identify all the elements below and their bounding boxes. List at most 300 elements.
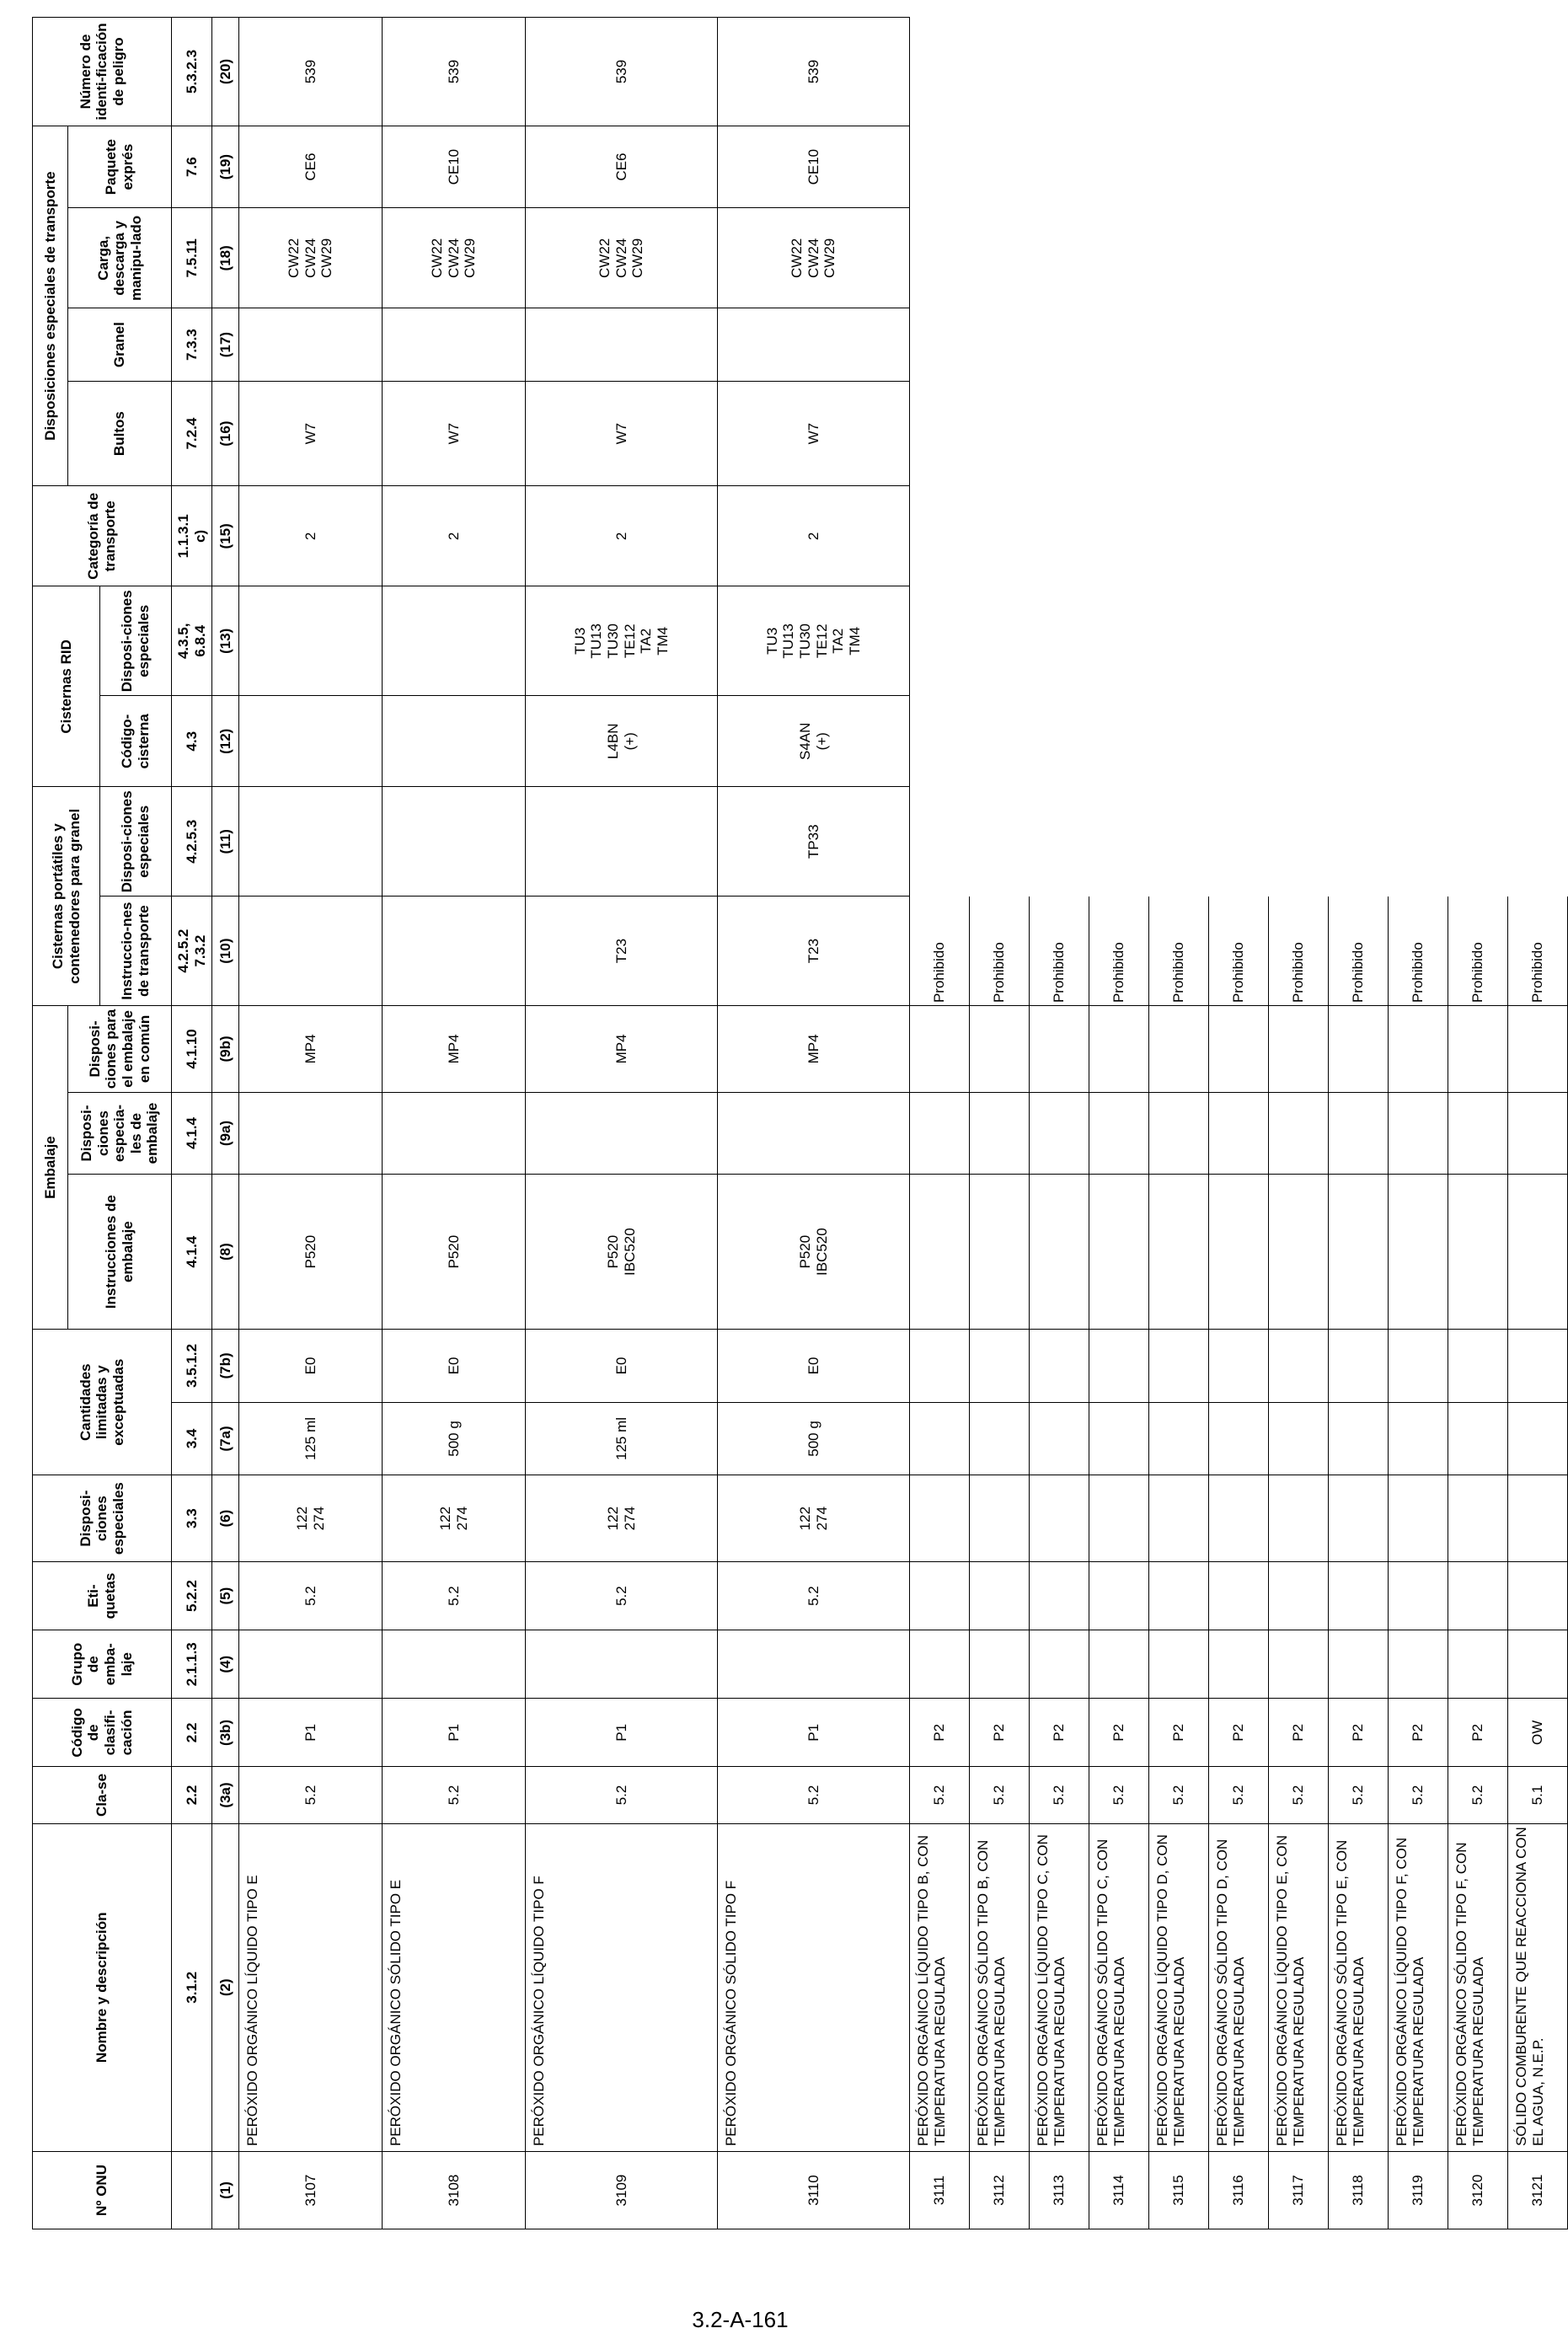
ref-cell-1: 3.1.2 [172,1823,212,2152]
cell-blank [1448,1330,1508,1403]
cell-empty [1030,381,1089,485]
cell-blank [1030,1562,1089,1630]
cell-un: 3113 [1030,2152,1089,2229]
cell-empty [1269,381,1329,485]
header-carga: Carga, descarga y manipu-lado [68,208,172,308]
header-disp-esp-emb: Disposi-ciones especia-les de embalaje [68,1092,172,1174]
cell-d9b: MP4 [526,1006,718,1093]
cell-codigo: P2 [1389,1699,1448,1767]
cell-granel [383,308,526,382]
cell-blank [1389,1175,1448,1330]
cell-t11 [526,787,718,897]
table-row [1389,18,1448,2229]
ref-cell-15: 4.3.5, 6.8.4 [172,586,212,696]
cell-t10 [383,897,526,1006]
cell-name: PERÓXIDO ORGÁNICO LÍQUIDO TIPO C, CON TEMPERATURA REGULADA [1030,1823,1089,2152]
cell-empty [1508,126,1568,207]
cell-blank [1269,1175,1329,1330]
cell-empty [1389,486,1448,586]
cell-blank [970,1175,1030,1330]
ref-cell-2: 2.2 [172,1767,212,1823]
ref-cell-8: 3.5.1.2 [172,1330,212,1403]
cell-empty [1508,486,1568,586]
cell-codigo: P2 [1149,1699,1209,1767]
cell-grupo [239,1630,383,1699]
cell-empty [1508,787,1568,897]
cell-empty [1269,486,1329,586]
cell-clase: 5.2 [239,1767,383,1823]
ref-cell-18: 7.3.3 [172,308,212,382]
reference-row [172,18,212,2229]
colnum-cell-8: (7b) [212,1330,239,1403]
cell-blank [1508,1092,1568,1174]
cell-granel [239,308,383,382]
cell-empty [1209,787,1269,897]
cell-prohibido: Prohibido [1269,897,1329,1006]
cell-clase: 5.2 [1269,1767,1329,1823]
cell-blank [1030,1330,1089,1403]
cell-clase: 5.2 [526,1767,718,1823]
ref-cell-19: 7.5.11 [172,208,212,308]
cell-blank [1089,1006,1149,1093]
header-codigo-cisterna: Código-cisterna [100,696,172,787]
cell-clase: 5.2 [1089,1767,1149,1823]
cell-blank [1089,1092,1149,1174]
colnum-cell-19: (18) [212,208,239,308]
cell-prohibido: Prohibido [1448,897,1508,1006]
cell-d9a [239,1092,383,1174]
ref-cell-14: 4.3 [172,696,212,787]
cell-etiq: 5.2 [383,1562,526,1630]
cell-disp: 122 274 [526,1475,718,1562]
ref-cell-3: 2.2 [172,1699,212,1767]
cell-blank [910,1006,970,1093]
column-number-row [212,18,239,2229]
cell-etiq: 5.2 [526,1562,718,1630]
cell-codigo: P2 [1448,1699,1508,1767]
cell-empty [1030,586,1089,696]
cell-grupo [383,1630,526,1699]
header-cantidades: Cantidades limitadas y exceptuadas [33,1330,172,1475]
cell-empty [1149,696,1209,787]
cell-blank [1329,1630,1389,1699]
cell-empty [1149,381,1209,485]
cell-blank [1329,1402,1389,1475]
cell-name: PERÓXIDO ORGÁNICO LÍQUIDO TIPO D, CON TEMPERATURA REGULADA [1149,1823,1209,2152]
cell-clase: 5.2 [383,1767,526,1823]
cell-c7b: E0 [383,1330,526,1403]
header-disp-esp-cist: Disposi-ciones especiales [100,787,172,897]
cell-blank [1508,1630,1568,1699]
table-row [1030,18,1089,2229]
cell-blank [1269,1006,1329,1093]
cell-blank [1508,1330,1568,1403]
cell-blank [1269,1562,1329,1630]
cell-empty [1448,381,1508,485]
colnum-cell-21: (20) [212,18,239,126]
header-un: Nº ONU [33,2152,172,2229]
cell-blank [1448,1092,1508,1174]
cell-un: 3117 [1269,2152,1329,2229]
cell-blank [1389,1006,1448,1093]
cell-empty [1508,208,1568,308]
cell-c7a: 125 ml [239,1402,383,1475]
cell-un: 3120 [1448,2152,1508,2229]
cell-t10 [239,897,383,1006]
cell-c7b: E0 [526,1330,718,1403]
ref-cell-12: 4.2.5.2 7.3.2 [172,897,212,1006]
cell-t13: TU3 TU13 TU30 TE12 TA2 TM4 [526,586,718,696]
cell-empty [1329,126,1389,207]
cell-t13: TU3 TU13 TU30 TE12 TA2 TM4 [718,586,910,696]
cell-un: 3110 [718,2152,910,2229]
cell-name: PERÓXIDO ORGÁNICO SÓLIDO TIPO B, CON TEMPERATURA REGULADA [970,1823,1030,2152]
cell-blank [1269,1330,1329,1403]
cell-empty [1329,486,1389,586]
cell-blank [1209,1402,1269,1475]
cell-cat: 2 [718,486,910,586]
cell-blank [1329,1175,1389,1330]
colnum-cell-18: (17) [212,308,239,382]
cell-empty [910,586,970,696]
cell-bultos: W7 [383,381,526,485]
cell-blank [970,1475,1030,1562]
cell-blank [1149,1092,1209,1174]
cell-blank [970,1562,1030,1630]
cell-empty [970,486,1030,586]
cell-un: 3114 [1089,2152,1149,2229]
cell-peligro: 539 [383,18,526,126]
cell-empty [1149,486,1209,586]
cell-blank [1089,1402,1149,1475]
cell-prohibido: Prohibido [1508,897,1568,1006]
cell-empty [1089,126,1149,207]
cell-c7a: 500 g [383,1402,526,1475]
header-disp-comun: Disposi-ciones para el embalaje en común [68,1006,172,1093]
cell-blank [1149,1475,1209,1562]
cell-blank [1089,1330,1149,1403]
cell-name: PERÓXIDO ORGÁNICO SÓLIDO TIPO F, CON TEMPERATURA REGULADA [1448,1823,1508,2152]
cell-t11 [383,787,526,897]
cell-t11 [239,787,383,897]
cell-empty [1389,586,1448,696]
table-row [1329,18,1389,2229]
cell-blank [970,1092,1030,1174]
header-row-1 [33,18,68,2229]
cell-empty [970,126,1030,207]
cell-prohibido: Prohibido [1389,897,1448,1006]
ref-cell-11: 4.1.10 [172,1006,212,1093]
cell-name: PERÓXIDO ORGÁNICO LÍQUIDO TIPO F, CON TEMPERATURA REGULADA [1389,1823,1448,2152]
cell-empty [1089,787,1149,897]
cell-clase: 5.2 [1329,1767,1389,1823]
cell-empty [910,696,970,787]
cell-t10: T23 [718,897,910,1006]
cell-blank [1389,1330,1448,1403]
cell-name: SÓLIDO COMBURENTE QUE REACCIONA CON EL AGUA, N.E.P. [1508,1823,1568,2152]
cell-blank [970,1402,1030,1475]
cell-blank [910,1402,970,1475]
cell-d9b: MP4 [718,1006,910,1093]
cell-empty [1389,18,1448,126]
header-embalaje: Embalaje [33,1006,68,1330]
cell-c7b: E0 [718,1330,910,1403]
cell-blank [1508,1475,1568,1562]
cell-blank [1030,1092,1089,1174]
cell-name: PERÓXIDO ORGÁNICO SÓLIDO TIPO C, CON TEMPERATURA REGULADA [1089,1823,1149,2152]
cell-empty [1448,486,1508,586]
cell-empty [1149,787,1209,897]
header-instr-transp: Instruccio-nes de transporte [100,897,172,1006]
cell-empty [1389,308,1448,382]
cell-blank [970,1330,1030,1403]
cell-empty [970,381,1030,485]
colnum-cell-20: (19) [212,126,239,207]
cell-blank [1448,1175,1508,1330]
cell-instr: P520 [383,1175,526,1330]
cell-blank [1269,1402,1329,1475]
cell-blank [1149,1630,1209,1699]
cell-empty [1089,586,1149,696]
header-disp-esp: Disposi-ciones especiales [33,1475,172,1562]
cell-t13 [383,586,526,696]
cell-blank [1508,1006,1568,1093]
cell-instr: P520 IBC520 [718,1175,910,1330]
cell-clase: 5.2 [718,1767,910,1823]
header-disp-transp: Disposiciones especiales de transporte [33,126,68,485]
cell-clase: 5.2 [1030,1767,1089,1823]
cell-blank [1089,1630,1149,1699]
cell-empty [1030,787,1089,897]
cell-empty [970,308,1030,382]
cell-un: 3118 [1329,2152,1389,2229]
cell-empty [1508,381,1568,485]
cell-empty [1269,586,1329,696]
cell-blank [970,1630,1030,1699]
header-cisternas-portatiles: Cisternas portátiles y contenedores para granel [33,787,100,1006]
ref-cell-7: 3.4 [172,1402,212,1475]
cell-disp: 122 274 [239,1475,383,1562]
cell-d9a [526,1092,718,1174]
cell-blank [1448,1402,1508,1475]
cell-empty [1209,696,1269,787]
table-row [1149,18,1209,2229]
cell-empty [910,208,970,308]
cell-empty [1508,696,1568,787]
cell-cat: 2 [526,486,718,586]
cell-codigo: P2 [910,1699,970,1767]
ref-cell-21: 5.3.2.3 [172,18,212,126]
dangerous-goods-table [32,17,1568,2229]
colnum-cell-4: (4) [212,1630,239,1699]
page-number: 3.2-A-161 [692,2307,789,2332]
cell-empty [1448,787,1508,897]
cell-empty [1389,696,1448,787]
colnum-cell-14: (12) [212,696,239,787]
cell-blank [1389,1475,1448,1562]
cell-blank [1149,1006,1209,1093]
cell-t12: L4BN (+) [526,696,718,787]
cell-name: PERÓXIDO ORGÁNICO SÓLIDO TIPO E, CON TEMPERATURA REGULADA [1329,1823,1389,2152]
cell-blank [1089,1475,1149,1562]
cell-blank [910,1630,970,1699]
header-paquete: Paquete exprés [68,126,172,207]
cell-empty [1209,18,1269,126]
table-row [383,18,526,2229]
cell-blank [1030,1175,1089,1330]
cell-granel [718,308,910,382]
cell-clase: 5.2 [1389,1767,1448,1823]
cell-prohibido: Prohibido [1149,897,1209,1006]
cell-empty [1389,208,1448,308]
cell-name: PERÓXIDO ORGÁNICO LÍQUIDO TIPO B, CON TEMPERATURA REGULADA [910,1823,970,2152]
cell-blank [1329,1006,1389,1093]
header-etiquetas: Eti-quetas [33,1562,172,1630]
cell-blank [1030,1630,1089,1699]
cell-paquete: CE10 [383,126,526,207]
cell-empty [1448,18,1508,126]
header-bultos: Bultos [68,381,172,485]
cell-blank [910,1475,970,1562]
cell-empty [1389,381,1448,485]
cell-d9b: MP4 [239,1006,383,1093]
cell-empty [1149,208,1209,308]
cell-blank [1149,1330,1209,1403]
cell-clase: 5.2 [970,1767,1030,1823]
table-row [239,18,383,2229]
cell-blank [1089,1175,1149,1330]
cell-empty [1209,126,1269,207]
cell-empty [1448,208,1508,308]
cell-empty [970,787,1030,897]
cell-paquete: CE10 [718,126,910,207]
colnum-cell-2: (3a) [212,1767,239,1823]
cell-empty [910,18,970,126]
cell-t12 [239,696,383,787]
cell-un: 3107 [239,2152,383,2229]
cell-name: PERÓXIDO ORGÁNICO SÓLIDO TIPO E [383,1823,526,2152]
cell-instr: P520 [239,1175,383,1330]
cell-cat: 2 [239,486,383,586]
cell-paquete: CE6 [526,126,718,207]
cell-clase: 5.2 [1448,1767,1508,1823]
cell-clase: 5.2 [910,1767,970,1823]
cell-empty [910,308,970,382]
cell-c7b: E0 [239,1330,383,1403]
cell-name: PERÓXIDO ORGÁNICO LÍQUIDO TIPO E [239,1823,383,2152]
cell-peligro: 539 [718,18,910,126]
colnum-cell-13: (11) [212,787,239,897]
cell-blank [970,1006,1030,1093]
cell-empty [1209,381,1269,485]
cell-etiq: 5.2 [239,1562,383,1630]
cell-blank [1149,1402,1209,1475]
colnum-cell-3: (3b) [212,1699,239,1767]
cell-un: 3112 [970,2152,1030,2229]
header-cisternas-rid: Cisternas RID [33,586,100,787]
cell-empty [910,381,970,485]
colnum-cell-17: (16) [212,381,239,485]
cell-d9a [383,1092,526,1174]
cell-empty [1329,696,1389,787]
cell-carga: CW22 CW24 CW29 [383,208,526,308]
cell-blank [910,1562,970,1630]
cell-empty [1269,308,1329,382]
cell-codigo: P2 [1030,1699,1089,1767]
cell-t10: T23 [526,897,718,1006]
cell-paquete: CE6 [239,126,383,207]
cell-prohibido: Prohibido [1089,897,1149,1006]
cell-un: 3108 [383,2152,526,2229]
cell-empty [1089,208,1149,308]
cell-empty [910,486,970,586]
cell-clase: 5.2 [1149,1767,1209,1823]
cell-codigo: P2 [1209,1699,1269,1767]
table-row [718,18,910,2229]
header-granel: Granel [68,308,172,382]
cell-d9a [718,1092,910,1174]
colnum-cell-6: (6) [212,1475,239,1562]
cell-blank [1508,1562,1568,1630]
cell-t11: TP33 [718,787,910,897]
table-row [1089,18,1149,2229]
cell-blank [1269,1092,1329,1174]
cell-empty [1089,18,1149,126]
ref-cell-5: 5.2.2 [172,1562,212,1630]
cell-empty [1030,696,1089,787]
cell-empty [1209,486,1269,586]
cell-prohibido: Prohibido [1209,897,1269,1006]
cell-c7a: 500 g [718,1402,910,1475]
cell-empty [1329,308,1389,382]
colnum-cell-16: (15) [212,486,239,586]
cell-empty [1329,586,1389,696]
colnum-cell-7: (7a) [212,1402,239,1475]
cell-codigo: P2 [1269,1699,1329,1767]
cell-blank [1389,1630,1448,1699]
ref-cell-0 [172,2152,212,2229]
cell-empty [1389,126,1448,207]
cell-blank [1209,1330,1269,1403]
cell-blank [1329,1562,1389,1630]
cell-empty [1448,586,1508,696]
cell-blank [1448,1630,1508,1699]
cell-disp: 122 274 [383,1475,526,1562]
cell-blank [1209,1630,1269,1699]
cell-empty [1269,126,1329,207]
cell-blank [910,1330,970,1403]
cell-empty [1089,486,1149,586]
cell-empty [1329,18,1389,126]
cell-c7a: 125 ml [526,1402,718,1475]
cell-blank [1030,1006,1089,1093]
cell-clase: 5.2 [1209,1767,1269,1823]
cell-blank [1149,1562,1209,1630]
cell-blank [1508,1402,1568,1475]
cell-un: 3119 [1389,2152,1448,2229]
cell-prohibido: Prohibido [910,897,970,1006]
cell-blank [1329,1475,1389,1562]
cell-name: PERÓXIDO ORGÁNICO SÓLIDO TIPO D, CON TEMPERATURA REGULADA [1209,1823,1269,2152]
cell-clase: 5.1 [1508,1767,1568,1823]
cell-blank [1448,1562,1508,1630]
cell-codigo: P1 [383,1699,526,1767]
cell-codigo: OW [1508,1699,1568,1767]
cell-codigo: P1 [718,1699,910,1767]
ref-cell-4: 2.1.1.3 [172,1630,212,1699]
cell-codigo: P2 [1329,1699,1389,1767]
cell-empty [910,126,970,207]
